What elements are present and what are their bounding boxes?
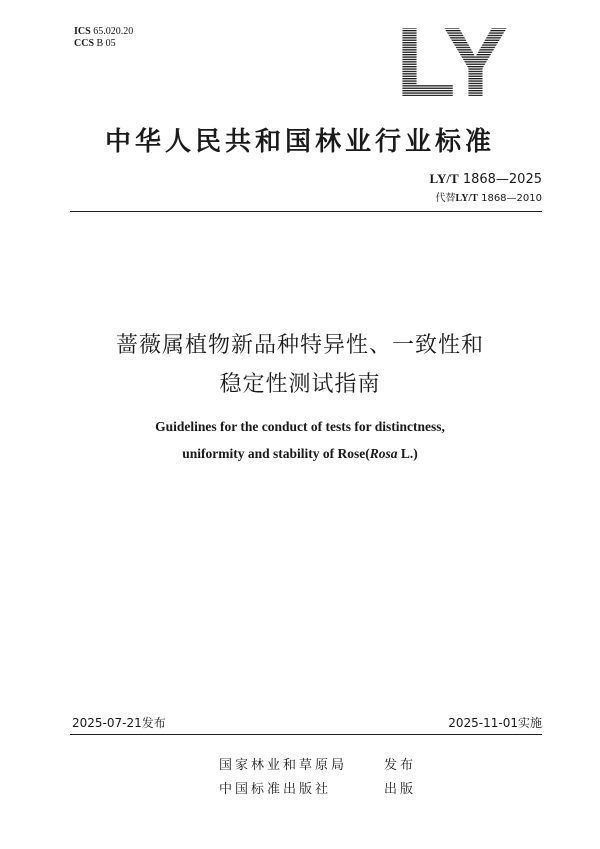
ics-code-line xyxy=(74,26,133,37)
implementation-date: 2025-11-01实施 xyxy=(448,716,542,730)
ics-label: ICS xyxy=(74,26,91,37)
standard-number-prefix: LY/T xyxy=(429,171,459,186)
issue-date: 2025-07-21发布 xyxy=(72,716,166,730)
standard-category: 中华人民共和国林业行业标准 xyxy=(104,127,495,157)
ly-logo-graphic xyxy=(385,18,515,100)
ly-logo xyxy=(385,18,515,100)
replaces-label: 代替 xyxy=(435,193,456,204)
issue-action: 发布 xyxy=(384,758,417,773)
bottom-divider xyxy=(70,734,542,735)
replaces-prefix: LY/T xyxy=(455,193,478,204)
ccs-code: B 05 xyxy=(96,38,116,49)
replaces-standard xyxy=(435,189,542,204)
title-en-line2-italic: Rosa xyxy=(369,446,398,461)
ccs-label: CCS xyxy=(74,38,95,49)
publishing-organization: 中国标准出版社 xyxy=(219,782,332,797)
standard-number xyxy=(430,171,542,187)
title-en-line2-prefix: uniformity and stability of Rose( xyxy=(182,446,370,461)
logo-text: LY xyxy=(395,18,505,100)
title-en-line2-suffix: L.) xyxy=(397,446,418,461)
title-cn-line2: 稳定性测试指南 xyxy=(219,372,381,397)
publish-action: 出版 xyxy=(384,782,417,797)
title-en-line1: Guidelines for the conduct of tests for distinctness, xyxy=(155,419,445,434)
title-cn-line1: 蔷薇属植物新品种特异性、一致性和 xyxy=(115,333,484,358)
ics-code: 65.020.20 xyxy=(93,26,134,37)
title-en-line2 xyxy=(0,446,600,462)
issuing-organization: 国家林业和草原局 xyxy=(219,758,348,773)
ccs-code-line xyxy=(74,38,116,49)
replaces-number: 1868—2010 xyxy=(481,193,542,204)
top-divider xyxy=(70,211,542,212)
standard-number-value: 1868—2025 xyxy=(462,172,542,187)
